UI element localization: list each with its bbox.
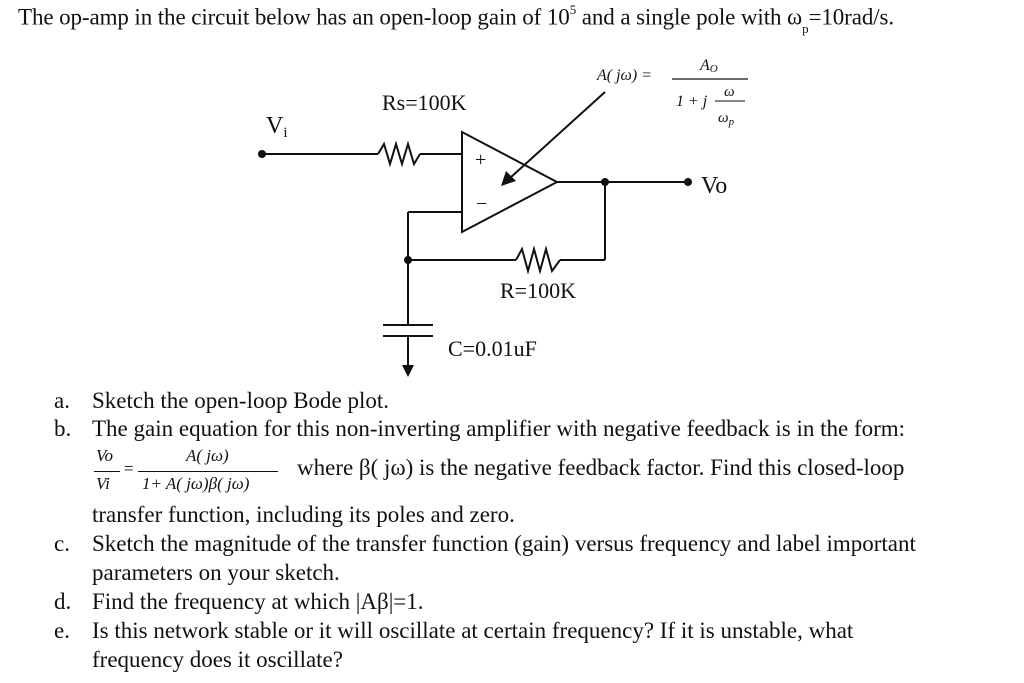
openloop-den-den: $\omega_p$: [718, 110, 735, 128]
question-c-letter: c.: [54, 531, 70, 556]
question-c-line2: parameters on your sketch.: [92, 560, 340, 585]
question-e-letter: e.: [54, 618, 70, 643]
output-node: [601, 178, 609, 186]
question-a-text: Sketch the open-loop Bode plot.: [92, 388, 390, 413]
openloop-numerator: AO: [700, 57, 718, 75]
equals-sign: =: [124, 459, 134, 478]
frac-rhs-den: 1+ A( jω)β( jω): [142, 474, 250, 493]
question-a-letter: a.: [54, 388, 70, 413]
gain-exponent: 5: [569, 2, 577, 17]
openloop-den-prefix: 1 + j: [676, 93, 708, 110]
feedback-node: [404, 256, 412, 264]
output-label: Vo: [701, 173, 728, 199]
r-label: R=100K: [500, 278, 576, 303]
plus-sign: +: [475, 149, 487, 171]
question-a: [54, 388, 70, 414]
openloop-den-num: ω: [724, 84, 735, 100]
rs-resistor: [378, 144, 420, 164]
question-b-letter: b.: [54, 416, 72, 441]
intro-text: The op-amp in the circuit below has an open-loop gain of 10: [18, 4, 570, 30]
question-c-line1: Sketch the magnitude of the transfer function (gain) versus frequency and label important: [92, 531, 916, 556]
rs-label: Rs=100K: [382, 90, 467, 115]
question-e-line2: frequency does it oscillate?: [92, 647, 343, 672]
frac-lhs-den: Vi: [96, 474, 110, 493]
question-d-text: Find the frequency at which |Aβ|=1.: [92, 589, 424, 614]
annotation-arrow-line: [510, 92, 605, 178]
annotation-arrow-head: [501, 171, 516, 186]
output-terminal: [684, 178, 692, 186]
openloop-lhs: A( jω) =: [597, 67, 652, 84]
closed-loop-equation: [92, 446, 292, 500]
frac-rhs-num: A( jω): [186, 446, 229, 465]
question-d-letter: d.: [54, 589, 72, 614]
openloop-formula: [596, 57, 748, 128]
pole-subscript: p: [802, 21, 809, 37]
question-e-line1: Is this network stable or it will oscillate at certain frequency? If it is unstable, what: [92, 618, 854, 643]
question-b-line1: The gain equation for this non-inverting amplifier with negative feedback is in the form:: [92, 416, 906, 441]
intro-end: =10rad/s.: [808, 4, 895, 30]
r-resistor: [516, 249, 560, 271]
c-label: C=0.01uF: [448, 336, 537, 361]
ground-arrow: [402, 365, 414, 377]
input-terminal: [258, 150, 266, 158]
input-label: Vi: [266, 113, 288, 141]
question-b-line3: transfer function, including its poles and zero.: [92, 502, 515, 527]
question-b-where: where β( jω) is the negative feedback factor. Find this closed-loop: [297, 455, 905, 480]
minus-sign: −: [476, 193, 488, 215]
frac-lhs-num: Vo: [96, 446, 113, 465]
intro-middle: and a single pole with ω: [576, 4, 803, 30]
